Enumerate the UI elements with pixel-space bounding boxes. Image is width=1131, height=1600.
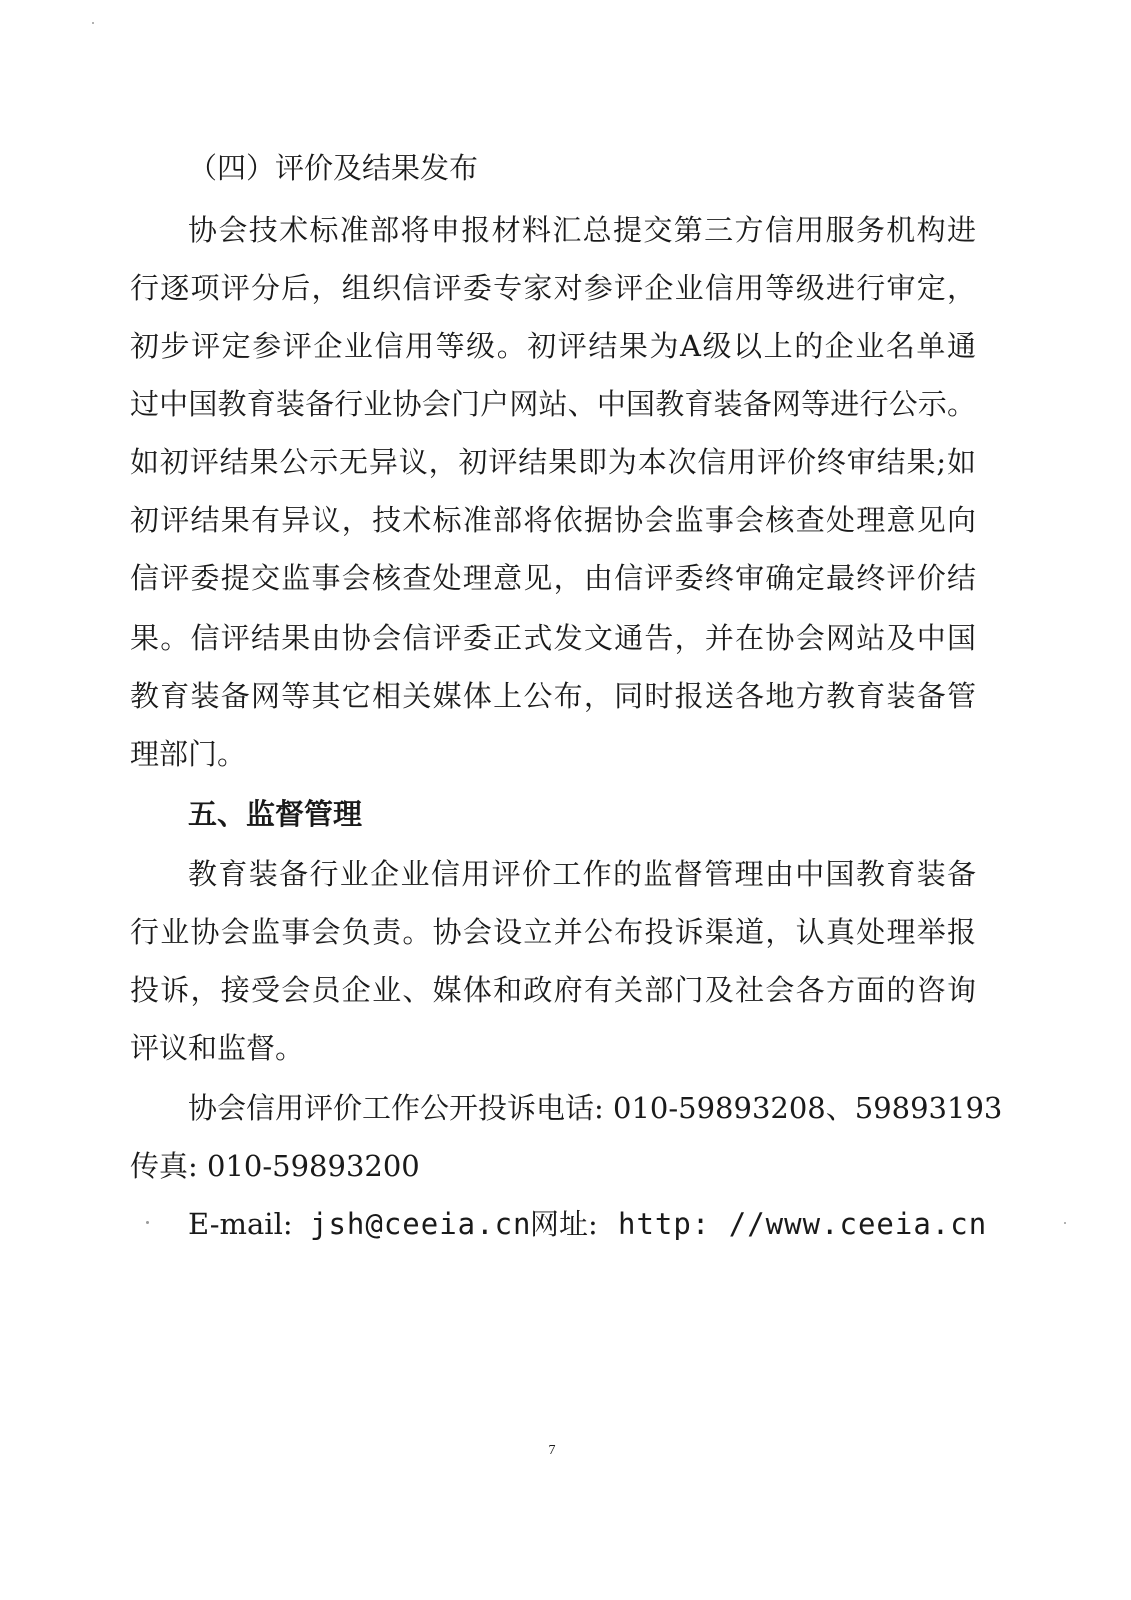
section-4-line: 理部门。: [130, 737, 247, 771]
section-4-line: 如初评结果公示无异议，初评结果即为本次信用评价终审结果;如: [130, 445, 976, 479]
complaint-phone-line: 协会信用评价工作公开投诉电话: 010-59893208、59893193: [188, 1091, 1003, 1125]
email-address[interactable]: jsh@ceeia.cn: [310, 1207, 532, 1241]
fax-line: 传真: 010-59893200: [130, 1149, 420, 1183]
section-4-line: 行逐项评分后，组织信评委专家对参评企业信用等级进行审定，: [130, 271, 976, 305]
scan-speck: [146, 1221, 149, 1224]
section-4-line: 果。信评结果由协会信评委正式发文通告，并在协会网站及中国: [130, 621, 976, 655]
section-4-line: 协会技术标准部将申报材料汇总提交第三方信用服务机构进: [188, 213, 976, 247]
section-5-line: 评议和监督。: [130, 1031, 305, 1065]
section-4-line: 信评委提交监事会核查处理意见，由信评委终审确定最终评价结: [130, 561, 976, 595]
section-4-heading: （四）评价及结果发布: [188, 151, 479, 185]
section-4-line: 初步评定参评企业信用等级。初评结果为A级以上的企业名单通: [130, 329, 976, 363]
email-label: E-mail:: [188, 1207, 293, 1241]
section-5-heading: 五、监督管理: [188, 797, 363, 831]
scan-speck: [92, 22, 94, 24]
website-label: 网址:: [530, 1207, 598, 1241]
scan-speck: [1064, 1222, 1066, 1224]
section-4-line: 过中国教育装备行业协会门户网站、中国教育装备网等进行公示。: [130, 387, 976, 421]
section-5-line: 教育装备行业企业信用评价工作的监督管理由中国教育装备: [188, 857, 976, 891]
section-4-line: 初评结果有异议，技术标准部将依据协会监事会核查处理意见向: [130, 503, 976, 537]
section-5-line: 行业协会监事会负责。协会设立并公布投诉渠道，认真处理举报: [130, 915, 976, 949]
page-number: 7: [548, 1443, 556, 1458]
section-4-line: 教育装备网等其它相关媒体上公布，同时报送各地方教育装备管: [130, 679, 976, 713]
section-5-line: 投诉，接受会员企业、媒体和政府有关部门及社会各方面的咨询: [130, 973, 976, 1007]
website-url[interactable]: http: //www.ceeia.cn: [618, 1207, 988, 1241]
